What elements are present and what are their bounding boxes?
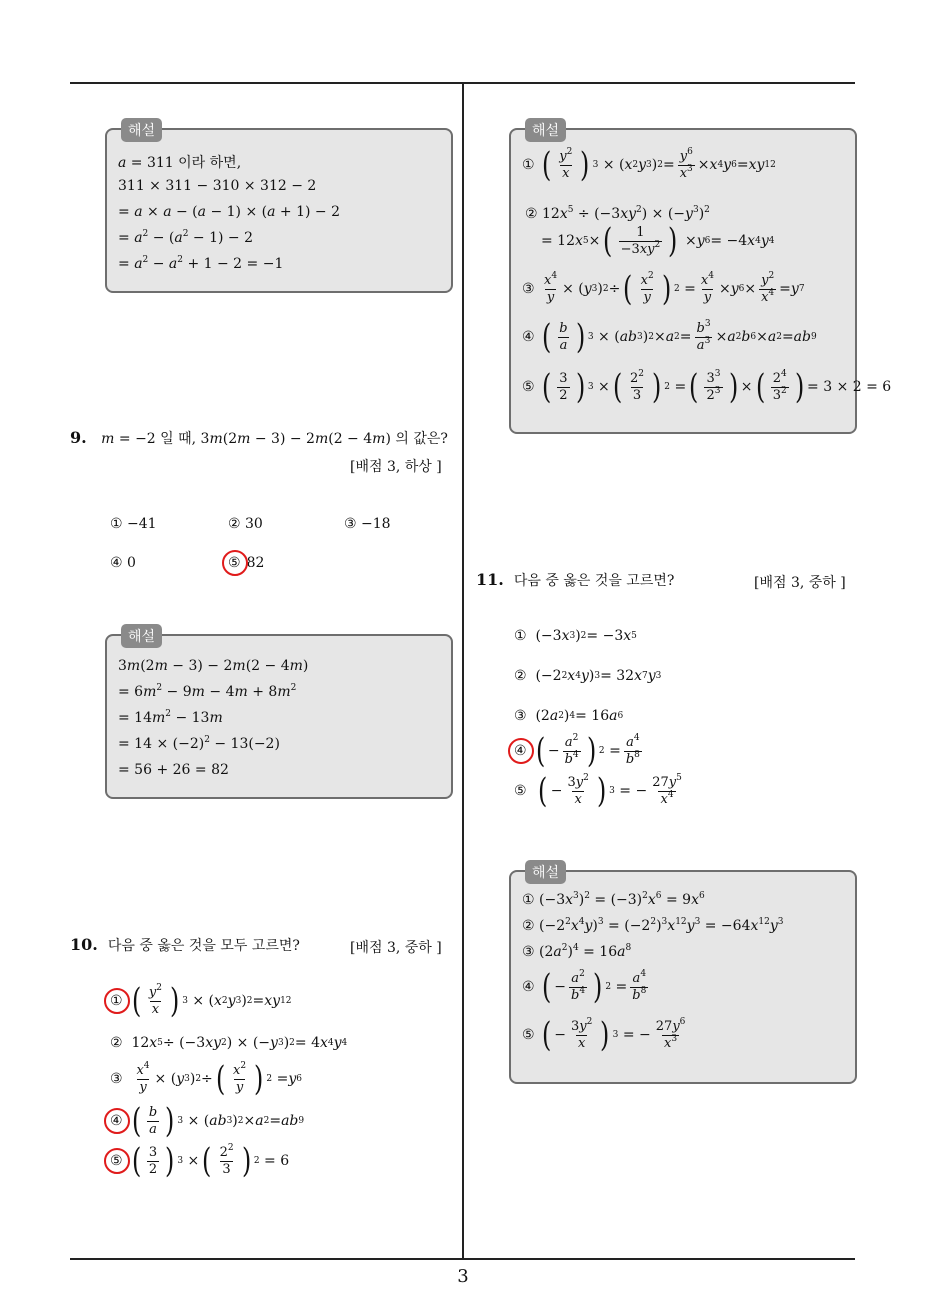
bottom-rule: [70, 1258, 855, 1260]
solution-line: = $a^2 - (a^2 - 1) - 2$: [118, 229, 254, 246]
question-9-score: [배점 3, 하상 ]: [350, 459, 442, 475]
question-number: 9.: [70, 428, 87, 447]
question-10: [70, 935, 300, 955]
q9-option-4[interactable]: ④ 0: [110, 555, 136, 571]
q10-option-3[interactable]: ③ $\frac{x^4}{y}$ × ( y 3 ) 2 ÷ ( $\frac{x^2}{y}$ ) 2 = y 6: [110, 1059, 302, 1099]
question-number: 11.: [476, 570, 504, 589]
solution-line: = a × a − (a − 1) × (a + 1) − 2: [118, 204, 340, 220]
column-divider: [462, 82, 464, 1259]
solution-line: = 12 x 5 × ( $\frac{1}{-3xy^2}$ ) × y 6 = −4 x 4 y 4: [541, 221, 775, 261]
answer-mark: [104, 988, 130, 1014]
solution-line: ② $12x^5 \div (-3xy^2) \times (-y^3)^2$: [525, 205, 710, 222]
q11-option-5[interactable]: ⑤ ( − $\frac{3y^2}{x}$ ) 3 = − $\frac{27y^5}{x^4}$: [514, 771, 682, 811]
solution-line: ③ $(2a^2)^4 = 16a^8$: [522, 943, 632, 960]
solution-line: = $6m^2 - 9m - 4m + 8m^2$: [118, 683, 297, 700]
solution-tag: 해설: [121, 624, 162, 648]
question-text: 다음 중 옳은 것을 고르면?: [513, 573, 675, 589]
q11-option-1[interactable]: ① (−3 x 3 ) 2 = −3 x 5: [514, 628, 637, 644]
solution-box-q8: [105, 123, 453, 293]
q10-option-4[interactable]: ④ ( $\frac{b}{a}$ ) 3 × ( ab 3 ) 2 × a 2 = ab 9: [110, 1104, 304, 1138]
solution-line: 3m(2m − 3) − 2m(2 − 4m): [118, 658, 309, 674]
q9-option-5[interactable]: ⑤ 82: [228, 555, 264, 571]
solution-line: = 56 + 26 = 82: [118, 762, 229, 778]
solution-line: = $a^2 - a^2 + 1 - 2 = -1$: [118, 255, 284, 272]
solution-line: ③ $\frac{x^4}{y}$ × ( y 3 ) 2 ÷ ( $\frac{x^2}{y}$ ) 2 = $\frac{x^4}{y}$ × y 6 × $\frac{y^2}{x^4}$ = y 7: [522, 269, 805, 309]
q11-option-4[interactable]: ④ ( − $\frac{a^2}{b^4}$ ) 2 = $\frac{a^4}{b^8}$: [514, 734, 645, 768]
solution-box-q9: [105, 629, 453, 799]
question-11: [476, 570, 674, 590]
solution-line: 311 × 311 − 310 × 312 − 2: [118, 178, 317, 194]
solution-line: ⑤ ( $\frac{3}{2}$ ) 3 × ( $\frac{2^2}{3}$ ) 2 = ( $\frac{3^3}{2^3}$ ) × ( $\frac{2^4}{3^2}$ ) = 3 × 2 = 6: [522, 367, 892, 407]
solution-line: ① ( $\frac{y^2}{x}$ ) 3 × ( x 2 y 3 ) 2 = $\frac{y^6}{x^3}$ × x 4 y 6 = xy 12: [522, 145, 776, 185]
q9-option-2[interactable]: ② 30: [228, 516, 263, 532]
page-number: 3: [457, 1266, 469, 1287]
solution-box-q11: [509, 865, 857, 1084]
answer-mark: [508, 738, 534, 764]
solution-line: ② $(-2^2x^4y)^3 = (-2^2)^3x^{12}y^3 = -64x^{12}y^3$: [522, 917, 784, 934]
question-11-score: [배점 3, 중하 ]: [754, 575, 846, 591]
answer-mark: [104, 1108, 130, 1134]
solution-tag: 해설: [121, 118, 162, 142]
q10-option-5[interactable]: ⑤ ( $\frac{3}{2}$ ) 3 × ( $\frac{2^2}{3}$ ) 2 = 6: [110, 1144, 289, 1178]
solution-line: = $14 \times (-2)^2 - 13(-2)$: [118, 735, 280, 752]
solution-line: = $14m^2 - 13m$: [118, 709, 223, 726]
q10-option-2[interactable]: ② 12 x 5 ÷ (−3 xy 2 ) × (− y 3 ) 2 = 4 x 4 y 4: [110, 1035, 348, 1051]
question-text: 다음 중 옳은 것을 모두 고르면?: [107, 938, 300, 954]
answer-mark: [222, 550, 248, 576]
answer-mark: [104, 1148, 130, 1174]
solution-line: ④ ( − $\frac{a^2}{b^4}$ ) 2 = $\frac{a^4}{b^8}$: [522, 967, 647, 1007]
question-9: 9. m = −2 일 때, 3m(2m − 3) − 2m(2 − 4m) 의 값은?: [70, 428, 448, 447]
solution-line: ④ ( $\frac{b}{a}$ ) 3 × ( ab 3 ) 2 × a 2 = $\frac{b^3}{a^3}$ × a 2 b 6 × a 2 = ab 9: [522, 317, 817, 357]
q11-option-3[interactable]: ③ (2 a 2 ) 4 = 16 a 6: [514, 708, 624, 724]
solution-box-q10: [509, 123, 892, 434]
solution-line: a = 311 이라 하면,: [118, 155, 242, 171]
q9-option-1[interactable]: ① −41: [110, 516, 157, 532]
q10-option-1[interactable]: ① ( $\frac{y^2}{x}$ ) 3 × ( x 2 y 3 ) 2 = xy 12: [110, 984, 292, 1018]
solution-line: ⑤ ( − $\frac{3y^2}{x}$ ) 3 = − $\frac{27y^6}{x^3}$: [522, 1015, 686, 1055]
solution-tag: 해설: [525, 118, 566, 142]
solution-line: ① $(-3x^3)^2 = (-3)^2x^6 = 9x^6$: [522, 891, 705, 908]
question-10-score: [배점 3, 중하 ]: [350, 940, 442, 956]
q11-option-2[interactable]: ② (−2 2 x 4 y ) 3 = 32 x 7 y 3: [514, 668, 662, 684]
question-number: 10.: [70, 935, 98, 954]
q9-option-3[interactable]: ③ −18: [344, 516, 391, 532]
solution-tag: 해설: [525, 860, 566, 884]
